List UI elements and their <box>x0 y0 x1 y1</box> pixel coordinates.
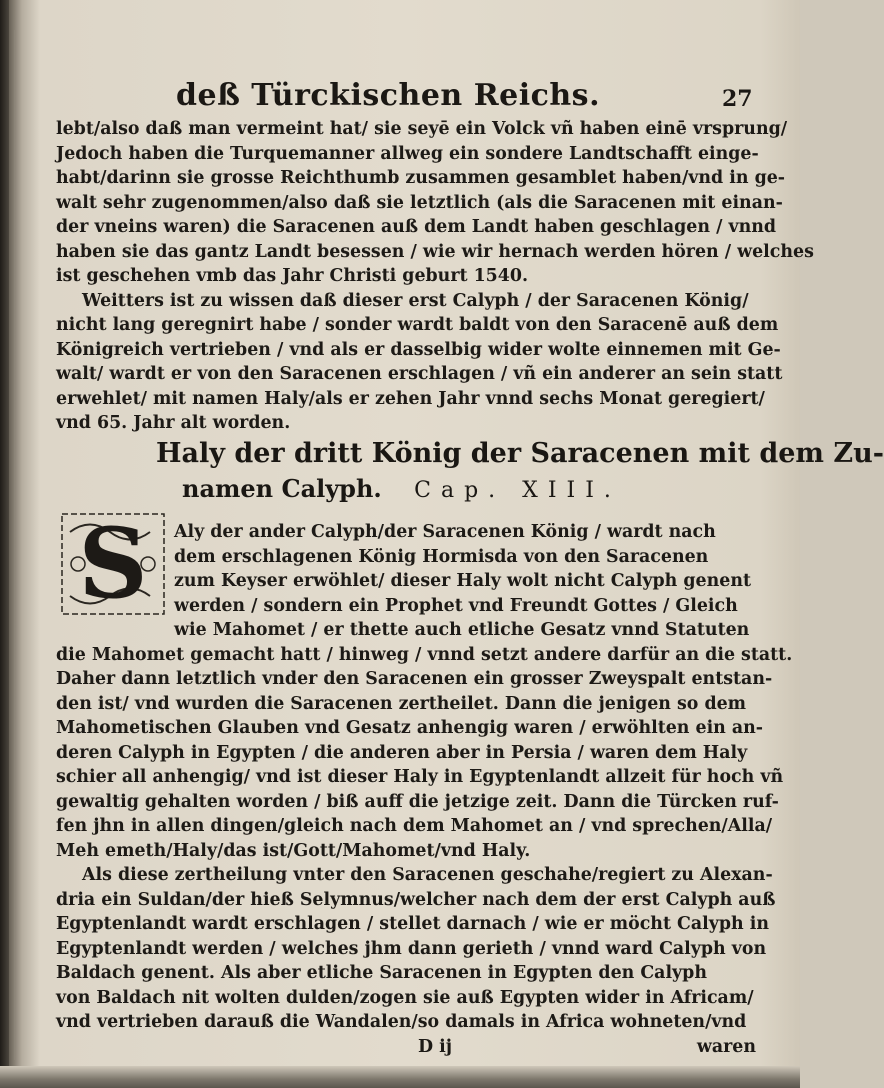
chapter-title-line2 <box>182 474 621 503</box>
text-line: vnd 65. Jahr alt worden. <box>56 413 291 433</box>
text-line: Meh emeth/Haly/das ist/Gott/Mahomet/vnd Haly. <box>56 840 531 861</box>
text-line: gewaltig gehalten worden / biß auff die jetzige zeit. Dann die Türcken ruf- <box>56 791 779 812</box>
text-line: haben sie das gantz Landt besessen / wie wir hernach werden hören / welches <box>56 241 814 262</box>
text-line: Egyptenlandt wardt erschlagen / stellet darnach / wie er möcht Calyph in <box>56 914 769 934</box>
text-line: wie Mahomet / er thette auch etliche Gesatz vnnd Statuten <box>174 620 750 640</box>
chapter-title-line1: Haly der dritt König der Saracenen mit dem Zu- <box>156 438 884 469</box>
text-line: vnd vertrieben darauß die Wandalen/so damals in Africa wohneten/vnd <box>56 1012 747 1032</box>
signature-line <box>56 1035 756 1060</box>
text-line: habt/darinn sie grosse Reichthumb zusammen gesamblet haben/vnd in ge- <box>56 168 786 188</box>
page-bottom-shadow <box>0 1066 800 1088</box>
page-edge-shadow <box>14 30 16 1060</box>
running-title: deß Türckischen Reichs. <box>176 78 601 113</box>
text-line: lebt/also daß man vermeint hat/ sie seyē ein Volck vñ haben einē vrsprung/ <box>56 119 788 139</box>
text-line: Jedoch haben die Turquemanner allweg ein sondere Landtschafft einge- <box>56 143 759 164</box>
text-line: Egyptenlandt werden / welches jhm dann gerieth / vnnd ward Calyph von <box>56 938 767 959</box>
body-text-chapter <box>56 520 793 1059</box>
text-line: zum Keyser erwöhlet/ dieser Haly wolt nicht Calyph genent <box>174 571 751 591</box>
binding-gutter <box>0 0 9 1088</box>
text-line: walt/ wardt er von den Saracenen erschlagen / vñ ein anderer an sein statt <box>56 364 783 384</box>
text-line: schier all anhengig/ vnd ist dieser Haly in Egyptenlandt allzeit für hoch vñ <box>56 767 784 787</box>
initial-letter: S <box>78 507 148 620</box>
text-line: Weitters ist zu wissen daß dieser erst Calyph / der Saracenen König/ <box>82 290 749 311</box>
text-line: Als diese zertheilung vnter den Saracenen geschahe/regiert zu Alexan- <box>82 865 773 885</box>
text-line: Aly der ander Calyph/der Saracenen König / wardt nach <box>174 522 716 542</box>
text-line: ist geschehen vmb das Jahr Christi geburt 1540. <box>56 266 529 286</box>
chapter-number: Cap. XIII. <box>414 478 621 503</box>
text-line: Königreich vertrieben / vnd als er dasselbig wider wolte einnemen mit Ge- <box>56 339 781 360</box>
signature-mark: D ij <box>418 1036 453 1057</box>
text-line: werden / sondern ein Prophet vnd Freundt Gottes / Gleich <box>174 595 738 616</box>
text-line: von Baldach nit wolten dulden/zogen sie auß Egypten wider in Africam/ <box>56 987 754 1008</box>
text-line: den ist/ vnd wurden die Saracenen zertheilet. Dann die jenigen so dem <box>56 693 747 714</box>
text-line: dem erschlagenen König Hormisda von den Saracenen <box>174 546 709 567</box>
text-line: Daher dann letztlich vnder den Saracenen ein grosser Zweyspalt entstan- <box>56 669 773 689</box>
text-line: walt sehr zugenommen/also daß sie letztlich (als die Saracenen mit einan- <box>56 192 783 213</box>
chapter-title-line2-text: namen Calyph. <box>182 474 382 503</box>
text-line: die Mahomet gemacht hatt / hinweg / vnnd setzt andere darfür an die statt. <box>56 644 793 665</box>
text-line: erwehlet/ mit namen Haly/als er zehen Jahr vnnd sechs Monat geregiert/ <box>56 388 765 409</box>
text-line: deren Calyph in Egypten / die anderen aber in Persia / waren dem Haly <box>56 742 748 763</box>
text-line: dria ein Suldan/der hieß Selymnus/welcher nach dem der erst Calyph auß <box>56 889 776 910</box>
catchword: waren <box>696 1036 756 1057</box>
running-head <box>0 78 800 118</box>
text-line: Mahometischen Glauben vnd Gesatz anhengig waren / erwöhlten ein an- <box>56 718 764 738</box>
text-line: Baldach genent. Als aber etliche Saracenen in Egypten den Calyph <box>56 963 707 983</box>
body-text-top <box>56 117 814 436</box>
text-line: nicht lang geregnirt habe / sonder wardt baldt von den Saracenē auß dem <box>56 315 779 335</box>
page-number: 27 <box>722 86 753 112</box>
text-line: fen jhn in allen dingen/gleich nach dem Mahomet an / vnd sprechen/Alla/ <box>56 816 773 836</box>
text-line: der vneins waren) die Saracenen auß dem Landt haben geschlagen / vnnd <box>56 217 777 237</box>
